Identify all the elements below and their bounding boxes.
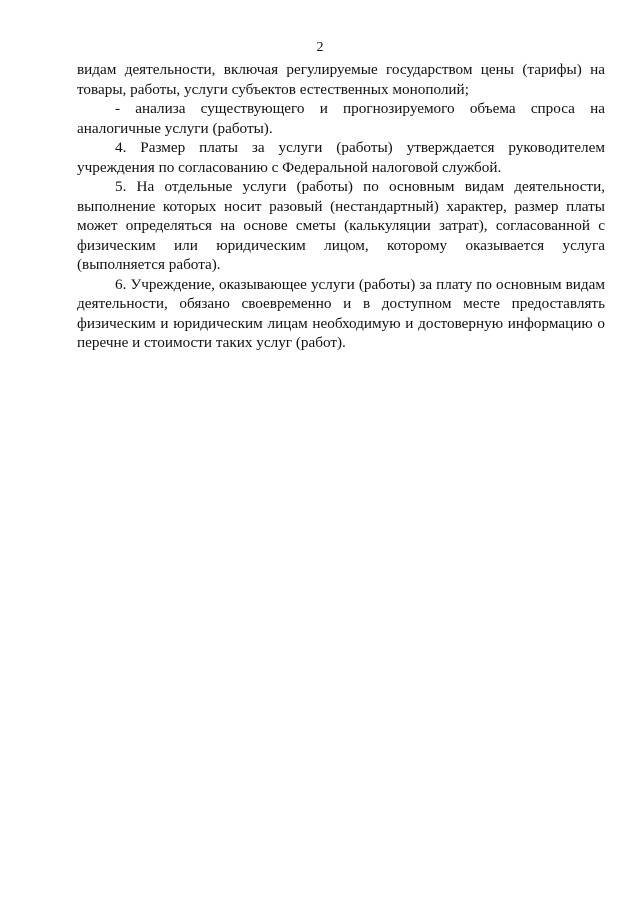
- paragraph-item-5: 5. На отдельные услуги (работы) по основным видам деятельности, выполнение которых носит разовый (нестандартный) характер, размер платы может определяться на основе сметы (калькуляции затрат), согласованной с физическим или юридическим лицом, которому оказывается услуга (выполняется работа).: [77, 178, 605, 273]
- paragraph-demand-analysis: - анализа существующего и прогнозируемого объема спроса на аналогичные услуги (работы).: [77, 100, 605, 137]
- paragraph-item-4: 4. Размер платы за услуги (работы) утверждается руководителем учреждения по согласованию с Федеральной налоговой службой.: [77, 139, 605, 176]
- page-number: 2: [316, 40, 324, 55]
- paragraph-continuation: видам деятельности, включая регулируемые государством цены (тарифы) на товары, работы, услуги субъектов естественных монополий;: [77, 61, 605, 98]
- document-body: [77, 60, 605, 353]
- paragraph-item-6: 6. Учреждение, оказывающее услуги (работы) за плату по основным видам деятельности, обязано своевременно и в доступном месте предоставлять физическим и юридическим лицам необходимую и достоверную информацию о перечне и стоимости таких услуг (работ).: [77, 275, 605, 351]
